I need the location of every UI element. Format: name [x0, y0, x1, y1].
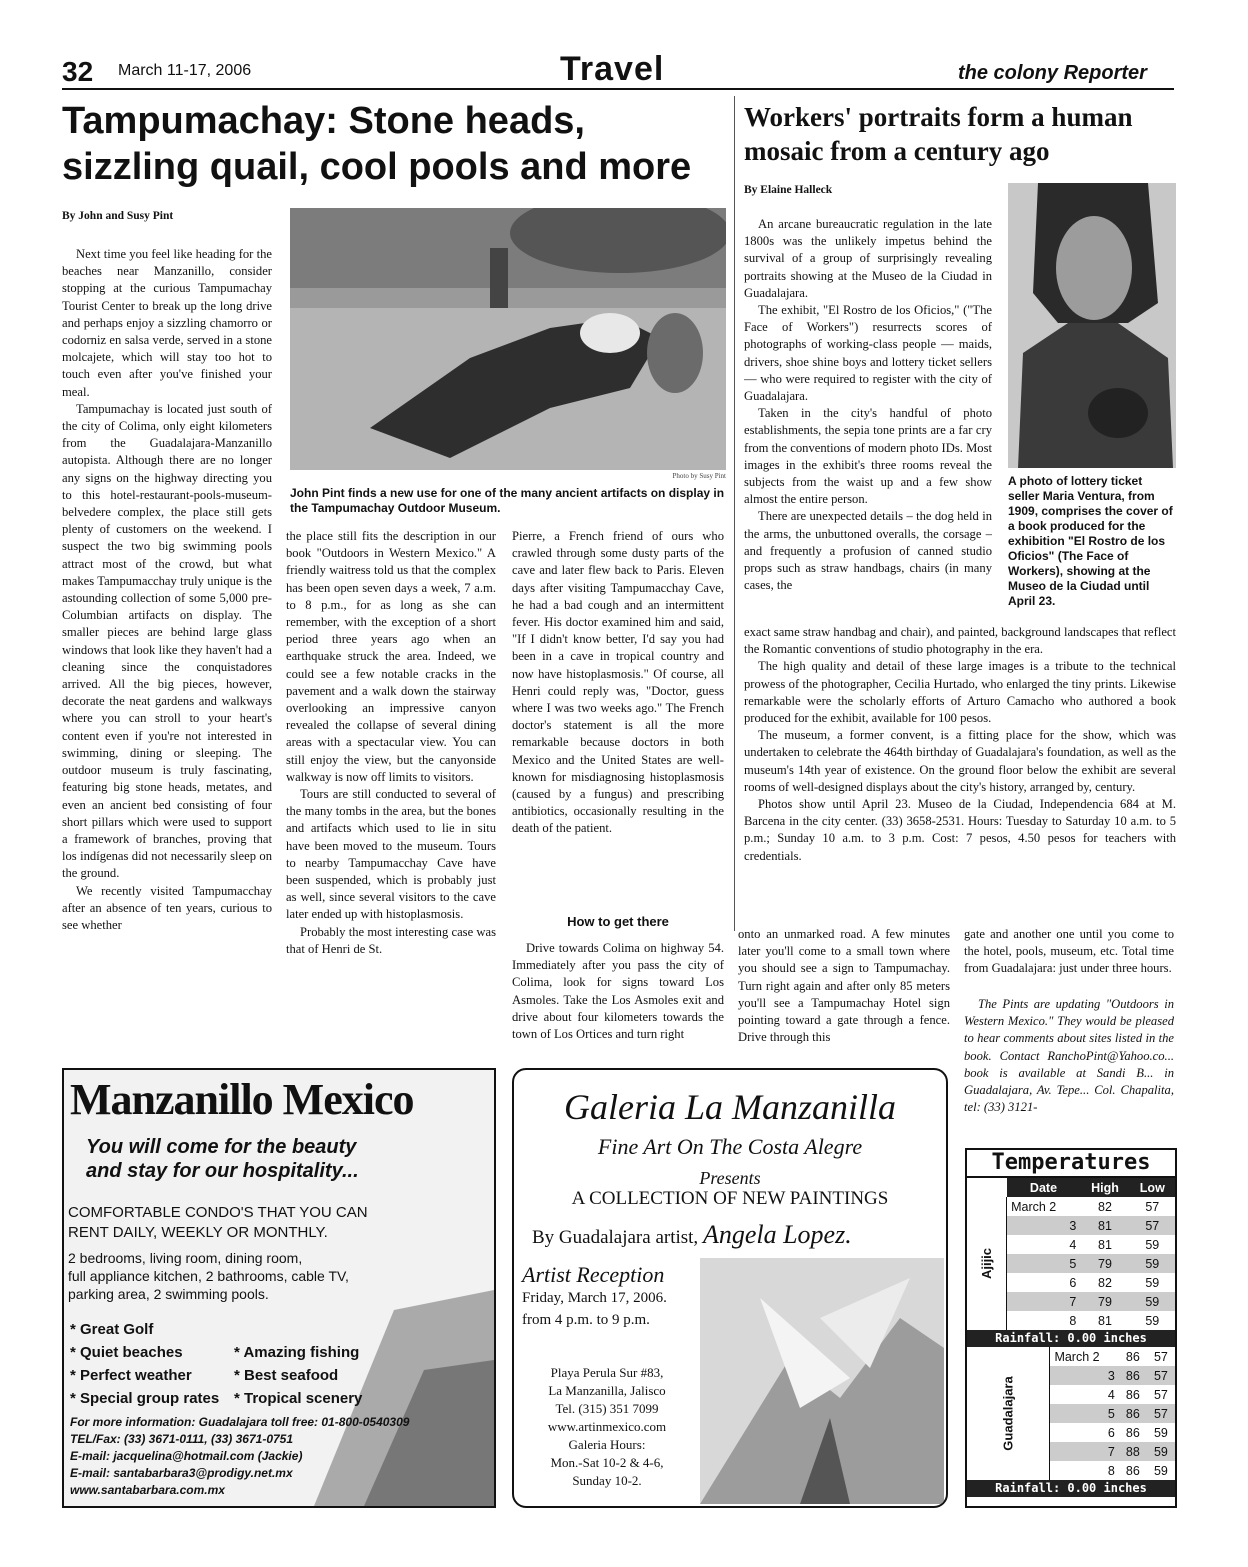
cell-high: 82 — [1098, 1275, 1112, 1290]
cell-date: 8 — [1069, 1313, 1077, 1328]
table-row — [967, 1347, 1175, 1366]
cell-low: 57 — [1153, 1349, 1168, 1364]
cell-low: 59 — [1153, 1463, 1168, 1478]
ad2-hours-2: Sunday 10-2. — [572, 1473, 642, 1488]
ad2-reception-date: Friday, March 17, 2006. — [522, 1290, 667, 1306]
cell-low: 59 — [1153, 1425, 1168, 1440]
cell-low: 59 — [1145, 1256, 1160, 1271]
contact-line: www.santabarbara.com.mx — [70, 1483, 225, 1497]
paragraph: gate and another one until you come to the hotel, pools, museum, etc. Total time from Guadalajara: just under three hours. — [964, 927, 1174, 976]
story1-photo-credit: Photo by Susy Pint — [672, 472, 726, 480]
feature-item: * Amazing fishing — [234, 1344, 360, 1361]
ad2-artist: Angela Lopez. — [702, 1220, 852, 1249]
story1-column-2 — [286, 528, 496, 1062]
ad2-address-1: Playa Perula Sur #83, — [550, 1365, 664, 1380]
story1-column-1 — [62, 246, 272, 1062]
cell-low: 59 — [1145, 1294, 1160, 1309]
story2-byline: By Elaine Halleck — [744, 184, 833, 196]
rainfall-ajijic: Rainfall: 0.00 inches — [967, 1330, 1175, 1347]
temps-header-low: Low — [1139, 1180, 1165, 1195]
cell-date: 6 — [1107, 1425, 1115, 1440]
cell-low: 57 — [1145, 1199, 1160, 1214]
story1-column-3 — [512, 528, 724, 904]
ad1-tagline-2: and stay for our hospitality... — [86, 1160, 359, 1182]
story1-byline: By John and Susy Pint — [62, 210, 174, 222]
cell-low: 57 — [1153, 1406, 1168, 1421]
ad2-hours-title: Galeria Hours: — [568, 1437, 646, 1452]
ad1-desc-3: parking area, 2 swimming pools. — [68, 1286, 269, 1302]
cell-date: 5 — [1069, 1256, 1077, 1271]
ad2-web: www.artinmexico.com — [547, 1419, 667, 1434]
cell-high: 79 — [1098, 1256, 1112, 1271]
table-row — [967, 1197, 1175, 1216]
cell-low: 59 — [1153, 1444, 1168, 1459]
ad2-artist-prefix: By Guadalajara artist, — [532, 1227, 699, 1248]
ad2-reception-time: from 4 p.m. to 9 p.m. — [522, 1312, 650, 1328]
ad1-condos-2: RENT DAILY, WEEKLY OR MONTHLY. — [68, 1224, 328, 1241]
ad1-features-right — [234, 1341, 362, 1410]
rainfall-guadalajara: Rainfall: 0.00 inches — [967, 1480, 1175, 1497]
feature-item: * Best seafood — [234, 1367, 339, 1384]
cell-low: 57 — [1153, 1368, 1168, 1383]
paragraph: Photos show until April 23. Museo de la Ciudad, Independencia 684 at M. Barcena in the city center. (33) 3658-2531. Hours: Tuesday to Saturday 10 a.m. to 5 p.m.; Sunday 10 a.m. to 3 p.m. Cost: 7 pesos, 4.50 pesos for teachers with credentials. — [744, 797, 1176, 863]
ad1-desc-1: 2 bedrooms, living room, dining room, — [68, 1250, 303, 1266]
story2-headline: Workers' portraits form a human mosaic from a century ago — [744, 102, 1133, 166]
temps-table-gdl — [967, 1347, 1175, 1480]
issue-date: March 11-17, 2006 — [118, 62, 252, 79]
contact-line: E-mail: jacquelina@hotmail.com (Jackie) — [70, 1449, 303, 1463]
paragraph: Tours are still conducted to several of the many tombs in the area, but the bones and artifacts which used to lie in situ have been moved to the museum. Tours to nearby Tampumacchay Cave have been suspended, which is probably just as well, since several visitors to the cave later ended up with histoplasmosis. — [286, 787, 496, 922]
ad2-title: Galeria La Manzanilla — [563, 1087, 896, 1127]
paragraph: Pierre, a French friend of ours who crawled through some dusty parts of the cave and later flew back to Paris. Eleven days after visiting Tampumacchay Cave, he had a bad cough and an intermittent fever. His doctor examined him and said, "If I didn't know better, I'd say you had been in a cave in tropical country and now have histoplasmosis." Of course, all Henri could reply was, "Doctor, guess where I was two weeks ago." The French doctor's statement is all the more remarkable because doctors in both Mexico and the United States are well-known for misdiagnosing histoplasmosis (caused by a fungus) and prescribing antibiotics, occasionally resulting in the death of the patient. — [512, 529, 724, 836]
contact-line: E-mail: santabarbara3@prodigy.net.mx — [70, 1466, 293, 1480]
story1-column-3b — [512, 940, 724, 1062]
cell-low: 59 — [1145, 1237, 1160, 1252]
feature-item: * Great Golf — [70, 1321, 154, 1338]
story1-subhead: How to get there — [567, 914, 669, 929]
temps-table — [967, 1178, 1175, 1330]
ad2-reception-title: Artist Reception — [522, 1262, 665, 1287]
story1-column-4 — [738, 926, 950, 1062]
header-rule — [62, 88, 1174, 90]
ad1-contact — [70, 1414, 409, 1499]
ad2-hours-1: Mon.-Sat 10-2 & 4-6, — [550, 1455, 664, 1470]
temps-header-high: High — [1091, 1180, 1119, 1195]
ad2-presents: Presents — [699, 1168, 761, 1188]
ad1-features-left — [70, 1318, 219, 1410]
cell-date: 3 — [1069, 1218, 1077, 1233]
cell-low: 57 — [1153, 1387, 1168, 1402]
ad1-tagline-1: You will come for the beauty — [86, 1136, 357, 1158]
cell-date: 6 — [1069, 1275, 1077, 1290]
page-number: 32 — [62, 56, 94, 87]
column-divider — [734, 96, 735, 931]
cell-high: 88 — [1125, 1444, 1140, 1459]
contact-line: TEL/Fax: (33) 3671-0111, (33) 3671-0751 — [70, 1432, 294, 1446]
feature-item: * Quiet beaches — [70, 1344, 183, 1361]
cell-high: 82 — [1098, 1199, 1112, 1214]
paragraph: Tampumachay is located just south of the city of Colima, only eight kilometers from the Guadalajara-Manzanillo autopista. Although there are no longer any signs on the highway directing you to this hotel-restaurant-pools-museum-belvedere complex, the place still gets plenty of customers on the weekend. I suspect the two big swimming pools attract most of the crowd, but what makes Tampumacchay truly unique is the astounding collection of some 5,000 pre-Columbian artifacts on display. The smaller pieces are behind large glass windows that look like they haven't had a cleaning since the conquistadores arrived. All the big pieces, however, decorate the neat gardens and walkways where you can stroll to your heart's content even if you're not interested in swimming, dining or sleeping. The outdoor museum is truly fascinating, featuring big stone heads, metates, and even an ancient bed consisting of four short pillars which were used to support a framework of branches, proving that los indígenas did not necessarily sleep on the ground. — [62, 401, 272, 881]
cell-date: 7 — [1069, 1294, 1077, 1309]
story2-column-narrow — [744, 216, 992, 624]
ad2-info — [514, 1364, 700, 1490]
guadalajara-label: Guadalajara — [1000, 1376, 1016, 1451]
manzanillo-ad — [62, 1068, 496, 1508]
story2-column-wide — [744, 624, 1176, 902]
story1-photo — [290, 208, 726, 470]
cell-high: 79 — [1098, 1294, 1112, 1309]
paragraph: the place still fits the description in our book "Outdoors in Western Mexico." A friendly waitress told us that the complex has been open seven days a week, 7 a.m. to 8 p.m., for as long as she can remember, with the exception of a short period three years ago when an earthquake struck the area. Indeed, we could see a few notable cracks in the pavement and a walk down the stairway overlooking an impressive canyon revealed the collapse of several dining areas with a spectacular view. You can still enjoy the view, but the canyonside walkway is now off limits to visitors. — [286, 529, 496, 784]
cell-low: 59 — [1145, 1275, 1160, 1290]
contact-line: For more information: Guadalajara toll free: 01-800-0540309 — [70, 1415, 410, 1429]
paragraph: Taken in the city's handful of photo establishments, the sepia tone prints are a far cry from the conventions of modern photo IDs. Most images in the exhibit's three rooms reveal the subjects from the waist up and a few show almost the entire person. — [744, 406, 992, 507]
paragraph: The high quality and detail of these large images is a tribute to the technical prowess of the photographer, Cecilia Hurtado, who enlarged the tiny prints. Likewise remarkable were the scholarly efforts of Arturo Camacho who authored a book produced for the exhibit, available for 100 pesos. — [744, 659, 1176, 726]
temps-header-date: Date — [1029, 1180, 1058, 1195]
paragraph: The museum, a former convent, is a fitting place for the show, which was undertaken to celebrate the 464th birthday of Guadalajara's foundation, as well as the museum's 14th year of existence. On the ground floor below the exhibit are several rooms of well-designed displays about the city's history, arranged by, century. — [744, 728, 1176, 794]
ad1-condos-1: COMFORTABLE CONDO'S THAT YOU CAN — [68, 1204, 368, 1221]
story1-column-5 — [964, 926, 1174, 994]
galeria-ad — [512, 1068, 948, 1508]
cell-date: 4 — [1107, 1387, 1115, 1402]
paragraph: An arcane bureaucratic regulation in the late 1800s was the unlikely impetus behind the survival of a group of surprisingly revealing portraits showing at the Museo de la Ciudad in Guadalajara. — [744, 217, 992, 300]
ad1-title: Manzanillo Mexico — [70, 1075, 414, 1124]
cell-date: 4 — [1069, 1237, 1077, 1252]
cell-date: March 2 — [1054, 1349, 1100, 1364]
paragraph: Next time you feel like heading for the beaches near Manzanillo, consider stopping at the curious Tampumachay Tourist Center to break up the long drive and perhaps enjoy a sizzling chamorro or codorniz en salsa verde, served in a stone molcajete, which will stay too hot to touch even after you've finished your meal. — [62, 247, 272, 399]
cell-low: 59 — [1145, 1313, 1160, 1328]
cell-high: 86 — [1125, 1425, 1140, 1440]
masthead: the colony Reporter — [958, 62, 1147, 84]
temps-title: Temperatures — [967, 1150, 1175, 1178]
cell-high: 86 — [1125, 1387, 1140, 1402]
ad1-desc-2: full appliance kitchen, 2 bathrooms, cable TV, — [68, 1268, 349, 1284]
story2-caption: A photo of lottery ticket seller Maria Ventura, from 1909, comprises the cover of a book produced for the exhibition "El Rostro de los Oficios" (The Face of Workers), showing at the Museo de la Ciudad until April 23. — [1008, 474, 1173, 608]
paragraph: Drive towards Colima on highway 54. Immediately after you pass the city of Colima, look for signs toward Los Asmoles. Take the Los Asmoles exit and drive about four kilometers towards the town of Los Ortices and turn right — [512, 941, 724, 1042]
feature-item: * Tropical scenery — [234, 1390, 363, 1407]
story1-headline: Tampumachay: Stone heads, sizzling quail, cool pools and more — [62, 100, 692, 188]
story2-photo — [1008, 183, 1176, 468]
paragraph: exact same straw handbag and chair), and painted, background landscapes that reflect the Romantic conventions of studio photography in the era. — [744, 625, 1176, 657]
feature-item: * Perfect weather — [70, 1367, 192, 1384]
paragraph: There are unexpected details – the dog held in the arms, the unbuttoned overalls, the corsage – and frequently a profusion of canned studio props such as straw handbags, chairs (in many cases, the — [744, 509, 992, 593]
cell-high: 86 — [1125, 1368, 1140, 1383]
paragraph: onto an unmarked road. A few minutes later you'll come to a small town where you should see a sign to Tampumachay. Turn right again and after only 85 meters you'll see a Tampumachay Hotel sign pointing toward a gate through a fence. Drive through this — [738, 927, 950, 1045]
cell-high: 81 — [1098, 1237, 1112, 1252]
temperatures-box — [965, 1148, 1177, 1508]
cell-date: 5 — [1107, 1406, 1115, 1421]
ad2-collection: A COLLECTION OF NEW PAINTINGS — [571, 1188, 889, 1209]
ad2-tel: Tel. (315) 351 7099 — [555, 1401, 659, 1416]
cell-high: 86 — [1125, 1349, 1140, 1364]
cell-high: 86 — [1125, 1463, 1140, 1478]
cell-low: 57 — [1145, 1218, 1160, 1233]
bird-of-paradise-image — [700, 1258, 944, 1504]
cell-high: 86 — [1125, 1406, 1140, 1421]
cell-high: 81 — [1098, 1313, 1112, 1328]
cell-date: 3 — [1107, 1368, 1115, 1383]
story1-caption: John Pint finds a new use for one of the many ancient artifacts on display in the Tampumachay Outdoor Museum. — [290, 486, 725, 515]
ad2-artist-line — [532, 1220, 852, 1250]
cell-date: March 2 — [1011, 1199, 1057, 1214]
cell-date: 8 — [1107, 1463, 1115, 1478]
section-title: Travel — [560, 50, 665, 88]
paragraph: The exhibit, "El Rostro de los Oficios," ("The Face of Workers") resurrects scores of photographs of working-class people — maids, drivers, shoe shine boys and lottery ticket sellers — who were required to register with the city of Guadalajara. — [744, 303, 992, 404]
feature-item: * Special group rates — [70, 1390, 220, 1407]
ad2-subtitle: Fine Art On The Costa Alegre — [597, 1134, 863, 1159]
paragraph: We recently visited Tampumacchay after an absence of ten years, curious to see whether — [62, 883, 272, 932]
cell-date: 7 — [1107, 1444, 1115, 1459]
ad2-address-2: La Manzanilla, Jalisco — [548, 1383, 666, 1398]
ajijic-label: Ajijic — [979, 1247, 995, 1280]
paragraph: Probably the most interesting case was that of Henri de St. — [286, 924, 496, 956]
paragraph: The Pints are updating "Outdoors in Western Mexico." They would be pleased to hear comments about sites listed in the book. Contact RanchoPint@Yahoo.co... book is available at Sandi B... in Guadalajara, Av. Tepe... Col. Chapalita, tel: (33) 3121- — [964, 997, 1174, 1115]
cell-high: 81 — [1098, 1218, 1112, 1233]
story1-column-5b — [964, 996, 1174, 1138]
